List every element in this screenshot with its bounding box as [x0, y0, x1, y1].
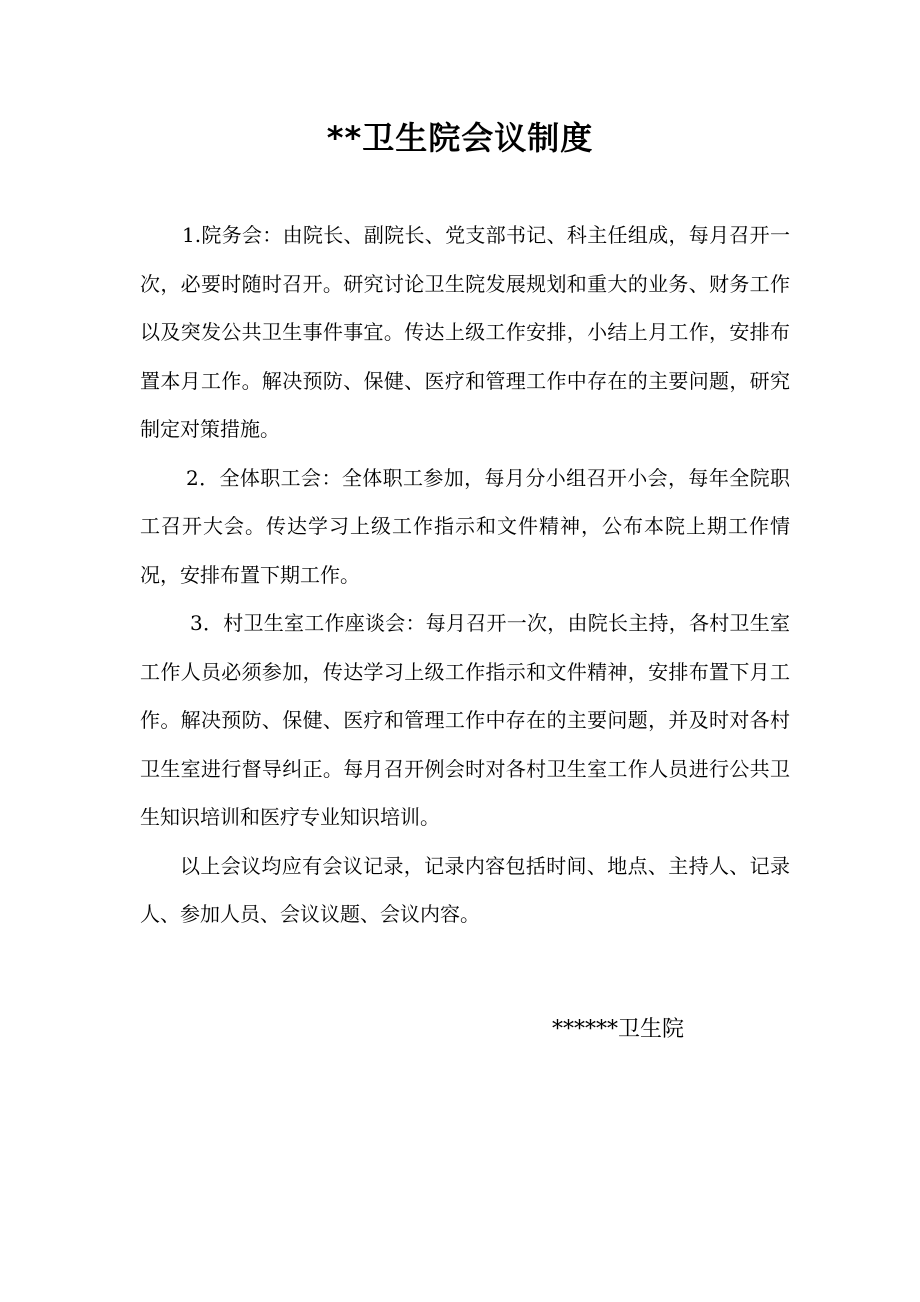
paragraph-village-clinic-meeting: 3．村卫生室工作座谈会：每月召开一次，由院长主持，各村卫生室工作人员必须参加，传达学习上级工作指示和文件精神，安排布置下月工作。解决预防、保健、医疗和管理工作中存在的主要问题，并及时对各村卫生室进行督导纠正。每月召开例会时对各村卫生室工作人员进行公共卫生知识培训和医疗专业知识培训。: [140, 611, 790, 829]
paragraph-hospital-affairs-meeting: 1.院务会：由院长、副院长、党支部书记、科主任组成，每月召开一次，必要时随时召开。研究讨论卫生院发展规划和重大的业务、财务工作以及突发公共卫生事件事宜。传达上级工作安排，小结上月工作，安排布置本月工作。解决预防、保健、医疗和管理工作中存在的主要问题，研究制定对策措施。: [140, 223, 790, 441]
paragraph-meeting-records: 以上会议均应有会议记录，记录内容包括时间、地点、主持人、记录人、参加人员、会议议题、会议内容。: [140, 853, 790, 926]
document-body: [140, 211, 790, 939]
paragraph-all-staff-meeting: 2．全体职工会：全体职工参加，每月分小组召开小会，每年全院职工召开大会。传达学习上级工作指示和文件精神，公布本院上期工作情况，安排布置下期工作。: [140, 465, 790, 587]
document-title: **卫生院会议制度: [326, 119, 594, 157]
document-signature: ******卫生院: [552, 1017, 685, 1042]
